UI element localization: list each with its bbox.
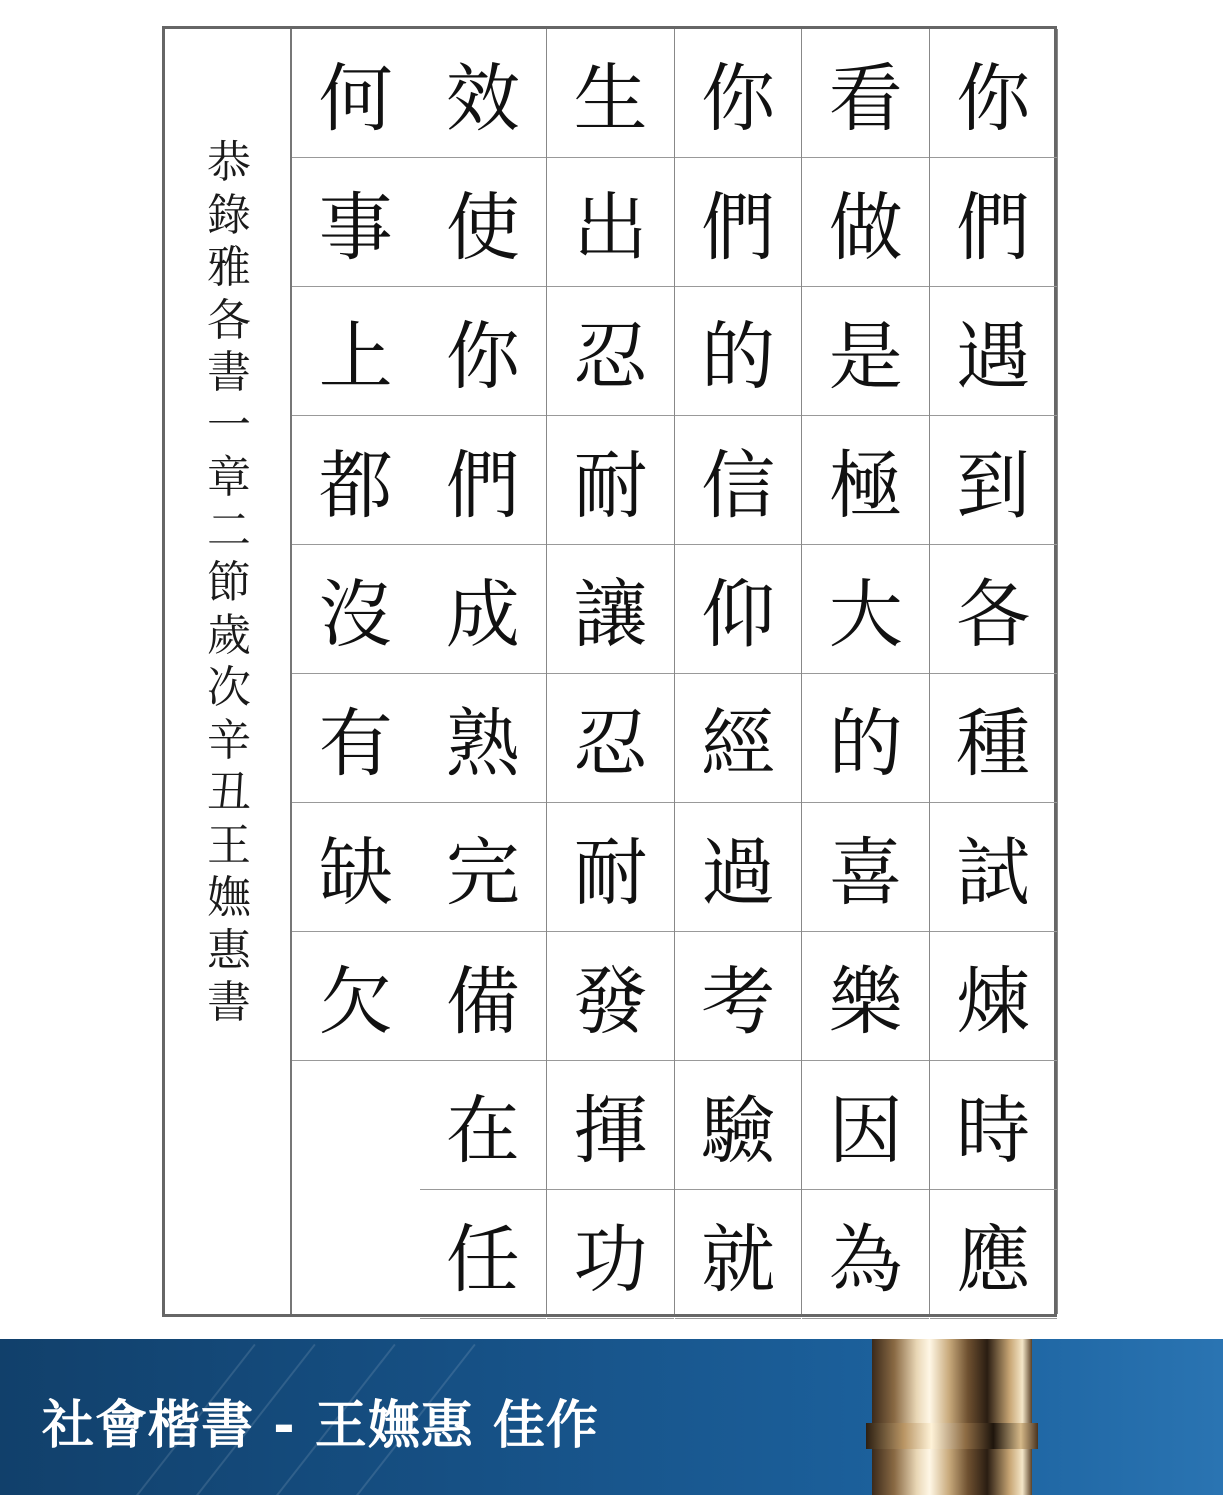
grid-cell: 何 bbox=[292, 29, 420, 158]
caption-banner bbox=[0, 1339, 1223, 1495]
grid-cell: 生 bbox=[547, 29, 674, 158]
calligraphy-sheet bbox=[162, 26, 1057, 1317]
grid-column-5 bbox=[420, 29, 548, 1314]
grid-cell: 看 bbox=[802, 29, 929, 158]
signature-column bbox=[165, 29, 292, 1314]
grid-cell: 仰 bbox=[675, 545, 802, 674]
grid-cell: 揮 bbox=[547, 1061, 674, 1190]
grid-cell: 就 bbox=[675, 1190, 802, 1319]
grid-cell: 效 bbox=[420, 29, 547, 158]
grid-cell: 經 bbox=[675, 674, 802, 803]
grid-cell: 遇 bbox=[930, 287, 1057, 416]
grid-cell: 出 bbox=[547, 158, 674, 287]
grid-column-1 bbox=[930, 29, 1058, 1314]
grid-column-6 bbox=[292, 29, 420, 1314]
grid-cell: 功 bbox=[547, 1190, 674, 1319]
grid-cell: 試 bbox=[930, 803, 1057, 932]
caption-text: 社會楷書 - 王嫵惠 佳作 bbox=[42, 1396, 599, 1456]
grid-cell: 事 bbox=[292, 158, 420, 287]
grid-cell: 極 bbox=[802, 416, 929, 545]
grid-cell: 煉 bbox=[930, 932, 1057, 1061]
grid-cell: 完 bbox=[420, 803, 547, 932]
grid-cell: 樂 bbox=[802, 932, 929, 1061]
grid-cell: 們 bbox=[420, 416, 547, 545]
grid-cell: 忍 bbox=[547, 674, 674, 803]
grid-cell: 使 bbox=[420, 158, 547, 287]
grid-cell: 過 bbox=[675, 803, 802, 932]
grid-cell: 時 bbox=[930, 1061, 1057, 1190]
grid-cell: 耐 bbox=[547, 416, 674, 545]
grid-cell: 是 bbox=[802, 287, 929, 416]
grid-cell: 耐 bbox=[547, 803, 674, 932]
grid-cell: 欠 bbox=[292, 932, 420, 1061]
grid-cell: 的 bbox=[802, 674, 929, 803]
grid-cell: 做 bbox=[802, 158, 929, 287]
grid-cell: 忍 bbox=[547, 287, 674, 416]
grid-cell: 們 bbox=[930, 158, 1057, 287]
grid-cell: 各 bbox=[930, 545, 1057, 674]
grid-cell: 你 bbox=[420, 287, 547, 416]
grid-cell: 考 bbox=[675, 932, 802, 1061]
grid-cell: 備 bbox=[420, 932, 547, 1061]
grid-cell: 上 bbox=[292, 287, 420, 416]
grid-column-4 bbox=[547, 29, 675, 1314]
grid-cell: 大 bbox=[802, 545, 929, 674]
grid-column-3 bbox=[675, 29, 803, 1314]
signature-text: 恭錄雅各書一章二節 歲次辛丑王嫵惠書 bbox=[207, 137, 251, 1028]
grid-cell: 在 bbox=[420, 1061, 547, 1190]
grid-cell: 喜 bbox=[802, 803, 929, 932]
fountain-pen-icon bbox=[872, 1339, 1032, 1495]
pen-band bbox=[866, 1423, 1038, 1449]
grid-cell: 你 bbox=[930, 29, 1057, 158]
grid-cell: 有 bbox=[292, 674, 420, 803]
grid-cell: 應 bbox=[930, 1190, 1057, 1319]
grid-cell: 成 bbox=[420, 545, 547, 674]
grid-cell: 的 bbox=[675, 287, 802, 416]
grid-cell: 因 bbox=[802, 1061, 929, 1190]
grid-cell: 熟 bbox=[420, 674, 547, 803]
grid-cell: 發 bbox=[547, 932, 674, 1061]
grid-cell: 為 bbox=[802, 1190, 929, 1319]
grid-cell: 你 bbox=[675, 29, 802, 158]
grid-cell: 驗 bbox=[675, 1061, 802, 1190]
grid-cell: 都 bbox=[292, 416, 420, 545]
grid-cell: 到 bbox=[930, 416, 1057, 545]
character-grid bbox=[292, 29, 1054, 1314]
grid-column-2 bbox=[802, 29, 930, 1314]
grid-cell: 沒 bbox=[292, 545, 420, 674]
grid-cell: 信 bbox=[675, 416, 802, 545]
grid-cell: 讓 bbox=[547, 545, 674, 674]
grid-cell: 任 bbox=[420, 1190, 547, 1319]
grid-cell: 缺 bbox=[292, 803, 420, 932]
grid-cell: 種 bbox=[930, 674, 1057, 803]
grid-cell: 們 bbox=[675, 158, 802, 287]
